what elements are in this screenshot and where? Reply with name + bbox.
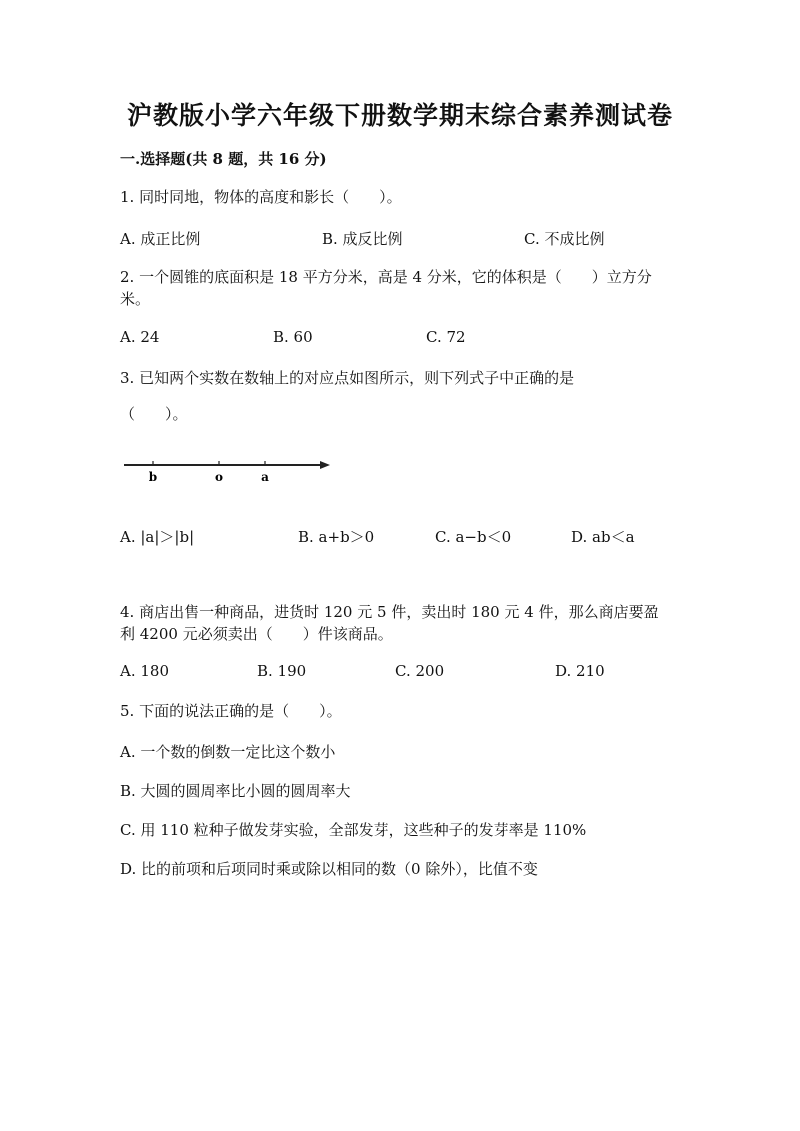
question-5-option-c: C. 用 110 粒种子做发芽实验，全部发芽，这些种子的发芽率是 110%: [120, 821, 587, 839]
question-2-stem-line1: 2. 一个圆锥的底面积是 18 平方分米，高是 4 分米，它的体积是（ ）立方分: [120, 268, 652, 286]
question-3-stem-line1: 3. 已知两个实数在数轴上的对应点如图所示，则下列式子中正确的是: [120, 369, 575, 387]
question-5-option-d: D. 比的前项和后项同时乘或除以相同的数（0 除外），比值不变: [120, 860, 538, 878]
question-2-option-b: B. 60: [273, 328, 313, 346]
number-line-figure: [118, 450, 338, 490]
question-4-stem-line2: 利 4200 元必须卖出（ ）件该商品。: [120, 625, 393, 643]
question-4-option-b: B. 190: [257, 662, 307, 680]
question-5-option-b: B. 大圆的圆周率比小圆的圆周率大: [120, 782, 351, 800]
question-3-option-d: D. ab＜a: [571, 528, 635, 546]
section-heading: 一.选择题(共 8 题，共 16 分): [120, 150, 327, 168]
label-o: o: [214, 470, 224, 484]
label-b: b: [148, 470, 158, 484]
question-4-stem-line1: 4. 商店出售一种商品，进货时 120 元 5 件，卖出时 180 元 4 件，那么商店要盈: [120, 603, 659, 621]
question-5-stem: 5. 下面的说法正确的是（ ）。: [120, 702, 342, 720]
question-3-option-b: B. a+b＞0: [298, 528, 375, 546]
question-2-option-c: C. 72: [426, 328, 466, 346]
question-2-option-a: A. 24: [120, 328, 160, 346]
question-3-option-c: C. a−b＜0: [435, 528, 512, 546]
question-4-option-d: D. 210: [555, 662, 605, 680]
question-3-option-a: A. |a|＞|b|: [120, 528, 195, 546]
number-line-arrow-icon: [320, 461, 330, 469]
question-3-stem-line2: （ ）。: [120, 405, 188, 423]
question-4-option-a: A. 180: [120, 662, 169, 680]
question-1-option-c: C. 不成比例: [524, 230, 605, 248]
page-title: 沪教版小学六年级下册数学期末综合素养测试卷: [126, 101, 673, 130]
question-4-option-c: C. 200: [395, 662, 445, 680]
question-2-stem-line2: 米。: [120, 290, 151, 308]
question-5-option-a: A. 一个数的倒数一定比这个数小: [120, 743, 336, 761]
question-1-option-b: B. 成反比例: [322, 230, 403, 248]
question-1-stem: 1. 同时同地，物体的高度和影长（ ）。: [120, 188, 402, 206]
question-1-option-a: A. 成正比例: [120, 230, 201, 248]
label-a: a: [261, 470, 269, 484]
